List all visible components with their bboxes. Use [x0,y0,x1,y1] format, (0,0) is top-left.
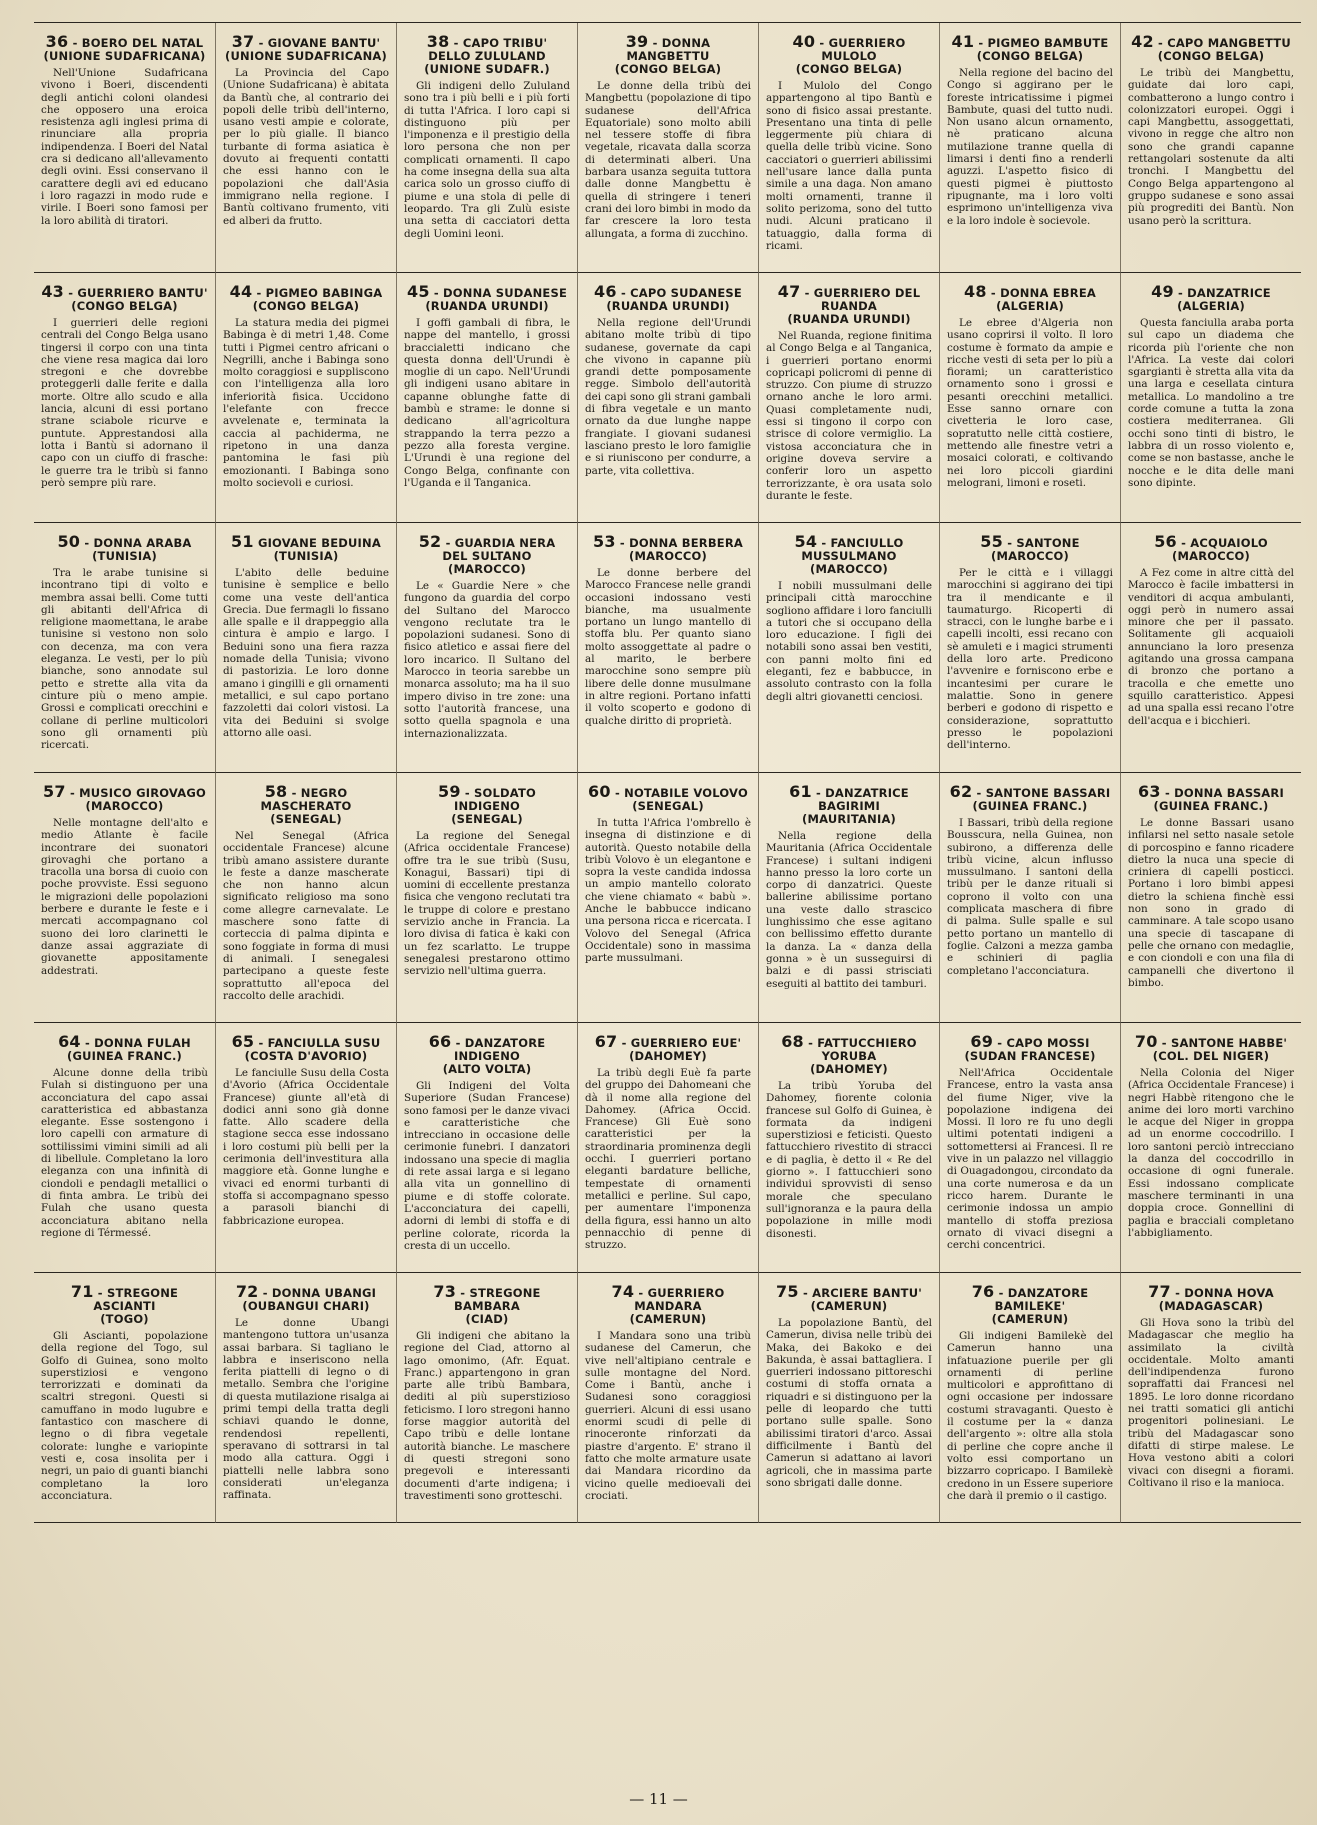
entry-title: - PIGMEO BAMBUTE [978,36,1109,50]
entry-heading [223,282,389,313]
entry-text: Gli indigeni Bamilekè del Camerun hanno una infatuazione puerile per gli ornamenti di perline multicolori e approfittano di ogni occasione per indossare costumi stravaganti. Questo è il costume per la « danza dell'argento »: oltre alla stola di perline che copre anche il volto essi comportano un bizzarro copricapo. I Bamilekè credono in un Essere superiore che darà il premio o il castigo. [947,1330,1113,1502]
entry-text: Nell'Africa Occidentale Francese, entro la vasta ansa del fiume Niger, vive la popolazione indigena dei Mossi. Il loro re fu uno degli ultimi potentati indigeni a sottomettersi ai Francesi. Il re vive in un palazzo nel villaggio di Ouagadongou, circondato da una corte numerosa e da un ricco harem. Durante le cerimonie indossa un ampio mantello di stoffa preziosa ornato di vivaci disegni a cerchi concentrici. [947,1067,1113,1252]
entry-region: (SUDAN FRANCESE) [964,1049,1096,1063]
entry-number: 61 [789,782,812,801]
entry-title: - NOTABILE VOLOVO [614,786,748,800]
entry-region: (GUINEA FRANC.) [972,799,1088,813]
entry-heading [947,1282,1113,1326]
entry-title: - SANTONE [1007,536,1080,550]
entry-heading [41,782,208,813]
entry-title: - FANCIULLA SUSU [258,1036,381,1050]
entry-text: Gli indigeni dello Zululand sono tra i più belli e i più forti di tutta l'Africa. I loro capi si distinguono più per l'imponenza e il prestigio della loro persona che non per complicati ornamenti. Il capo ha come insegna della sua alta carica solo un grosso ciuffo di piume e una stola di pelle di leopardo. Tra gli Zulù esiste una setta di cacciatori detta degli Uomini leoni. [404,80,570,240]
entry-title: - SANTONE HABBE' [1161,1036,1288,1050]
entry-76 [939,1273,1120,1523]
entry-number: 63 [1138,782,1161,801]
entry-title: GIOVANE BEDUINA [257,536,381,550]
entry-title: - STREGONE ASCIANTI [93,1286,179,1313]
entry-region: (CONGO BELGA) [614,62,722,76]
entry-73 [396,1273,577,1523]
entry-heading [223,1282,389,1313]
entry-44 [215,273,396,523]
entry-number: 42 [1131,32,1154,51]
entry-text: Alcune donne della tribù Fulah si distinguono per una acconciatura del capo assai caratteristica ed abbastanza elegante. Esse sostengono i loro capelli con armature di sottilissimi vimini simili ad ali di libellule. Completano la loro eleganza con una infinità di ciondoli e pendagli metallici o di finta ambra. Le tribù dei Fulah che usano questa acconciatura abitano nella regione di Térmessé. [41,1067,208,1239]
entry-number: 54 [794,532,818,551]
entry-number: 64 [58,1032,81,1051]
entry-text: I Mulolo del Congo appartengono al tipo Bantù e sono di fisico assai prestante. Presentano una tinta di pelle leggermente più chiara di quella delle tribù vicine. Sono cacciatori o guerrieri abilissimi nell'usare lance dalla punta simile a una daga. Non amano molti ornamenti, tranne il solito perizoma, sono del tutto nudi. Alcuni praticano il tatuaggio, dalla forma di ricami. [766,80,932,252]
entry-heading [41,1032,208,1063]
entry-region: (MAROCCO) [1172,549,1250,563]
entry-heading [766,1282,932,1313]
entry-heading [404,782,570,826]
entry-number: 69 [970,1032,994,1051]
entry-heading [766,282,932,326]
entry-text: Gli Ascianti, popolazione della regione del Togo, sul Golfo di Guinea, sono molto superstiziosi e vengono terrorizzati e dominati da scaltri stregoni. Questi si camuffano in modo lugubre e fantastico con maschere di legno o di fibra vegetale colorate: lunghe e variopinte vesti e, cosa insolita per i negri, un paio di guanti bianchi completano la loro acconciatura. [41,1330,208,1502]
entry-heading [41,282,208,313]
entry-text: I Mandara sono una tribù sudanese del Camerun, che vive nell'altipiano centrale e sulle montagne del Nord. Come i Bantù, anche i Sudanesi sono coraggiosi guerrieri. Alcuni di essi usano enormi scudi di pelle di rinoceronte rinforzati da piastre d'argento. E' strano il fatto che molte armature usate dai Mandara ricordino da vicino quelle medioevali dei crociati. [585,1330,751,1502]
entry-number: 71 [70,1282,94,1301]
entry-heading [585,532,751,563]
entry-56 [1120,523,1301,773]
entry-title: - DONNA EBREA [990,286,1096,300]
entry-region: (CONGO BELGA) [976,49,1084,63]
entry-63 [1120,773,1301,1023]
entry-number: 75 [776,1282,799,1301]
entry-heading [1128,1282,1294,1313]
entry-region: (MAROCCO) [810,562,888,576]
entry-heading [947,532,1113,563]
entry-title: - STREGONE BAMBARA [454,1286,541,1313]
entries-grid [34,22,1301,1523]
entry-text: La statura media dei pigmei Babinga è di metri 1,48. Come tutti i Pigmei centro africani o Negrilli, anche i Babinga sono molto coraggiosi e suppliscono con l'intelligenza alla loro inferiorità fisica. Uccidono l'elefante con frecce avvelenate e, terminata la caccia al pachiderma, ne ripetono in una danza pantomina le fasi più emozionanti. I Babinga sono molto socievoli e curiosi. [223,317,389,489]
entry-51 [215,523,396,773]
entry-number: 49 [1151,282,1174,301]
entry-heading [223,1032,389,1063]
entry-text: Gli Hova sono la tribù del Madagascar che meglio ha assimilato la civiltà occidentale. Molto amanti dell'indipendenza furono sopraffatti dai Francesi nel 1895. Le loro donne ricordano nei tratti somatici gli antichi progenitori polinesiani. Le tribù del Madagascar sono difatti di stirpe malese. Le Hova vestono abiti a colori vivaci con disegni a fiorami. Coltivano il riso e la manioca. [1128,1317,1294,1489]
entry-region: (ALGERIA) [1177,299,1245,313]
entry-region: (MAROCCO) [991,549,1069,563]
entry-title: - FANCIULLO MUSSULMANO [801,536,904,563]
entry-title: - MUSICO GIROVAGO [69,786,206,800]
entry-number: 52 [418,532,442,551]
entry-title: - CAPO MANGBETTU [1158,36,1291,50]
entry-text: Per le città e i villaggi marocchini si aggirano dei tipi tra il mendicante e il taumaturgo. Ricoperti di stracci, con le lunghe barbe e i capelli incolti, essi recano con sè amuleti e i magici strumenti della loro arte. Predicono l'avvenire e forniscono erbe e incantesimi per curare le malattie. Sono in genere berberi e godono di rispetto e considerazione, soprattutto presso le popolazioni dell'interno. [947,567,1113,752]
entry-heading [41,32,208,63]
entry-title: - NEGRO MASCHERATO [260,786,352,813]
entry-number: 72 [235,1282,259,1301]
entry-region: (TUNISIA) [92,549,157,563]
entry-title: - ACQUAIOLO [1181,536,1268,550]
entry-region: (TOGO) [100,1312,149,1326]
entry-heading [404,32,570,76]
entry-region: (CONGO BELGA) [1157,49,1265,63]
entry-number: 67 [594,1032,618,1051]
entry-heading [766,1032,932,1076]
entry-40 [758,23,939,273]
entry-title: - SANTONE BASSARI [976,786,1111,800]
entry-title: - DANZATRICE [1178,286,1271,300]
entry-41 [939,23,1120,273]
entry-45 [396,273,577,523]
entry-title: - GUERRIERO DEL RUANDA [804,286,921,313]
entry-text: La regione del Senegal (Africa occidentale Francese) offre tra le sue tribù (Susu, Konagui, Bassari) tipi di uomini di eccellente prestanza fisica che vengono reclutati tra le truppe di colore e prestano servizio anche in Francia. La loro divisa di fatica è kaki con un fez scarlatto. Le truppe senegalesi prestarono ottimo servizio nell'ultima guerra. [404,830,570,978]
entry-title: - DANZATRICE BAGIRIMI [816,786,909,813]
entry-number: 73 [433,1282,457,1301]
entry-heading [404,532,570,576]
entry-77 [1120,1273,1301,1523]
entry-text: Nella regione del bacino del Congo si aggirano per le foreste intricatissime i pigmei Bambute, quasi del tutto nudi. Non usano alcun ornamento, nè praticano alcuna mutilazione tranne quella di limarsi i denti fino a renderli aguzzi. L'aspetto fisico di questi pigmei è piuttosto ripugnante, ma i loro volti esprimono un'intelligenza viva e la loro indole è socievole. [947,67,1113,227]
entry-heading [585,782,751,813]
entry-number: 57 [43,782,66,801]
entry-title: - DONNA SUDANESE [433,286,568,300]
entry-region: (CONGO BELGA) [71,299,178,313]
entry-region: (CONGO BELGA) [252,299,360,313]
entry-number: 53 [593,532,616,551]
entry-62 [939,773,1120,1023]
entry-38 [396,23,577,273]
entry-heading [947,282,1113,313]
entry-52 [396,523,577,773]
entry-region: (CAMERUN) [991,1312,1069,1326]
entry-title: - DONNA FULAH [84,1036,191,1050]
entry-region: (MAROCCO) [448,562,526,576]
entry-region: (DAHOMEY) [810,1062,888,1076]
entry-number: 44 [229,282,253,301]
entry-title: - CAPO MOSSI [997,1036,1090,1050]
entry-heading [1128,32,1294,63]
entry-text: Nella Colonia del Niger (Africa Occidentale Francese) i negri Habbè ritengono che le anime dei loro morti varchino le acque del Niger in groppa ad un enorme coccodrillo. I loro santoni perciò intrecciano la danza del coccodrillo in occasione di ogni funerale. Essi indossano complicate maschere terminanti in una doppia croce. Gonnellini di paglia e bracciali completano l'abbigliamento. [1128,1067,1294,1239]
entry-region: (ALGERIA) [996,299,1064,313]
entry-region: (UNIONE SUDAFRICANA) [43,49,206,63]
entry-text: I Bassari, tribù della regione Bousscura, nella Guinea, non subirono, a differenza delle tribù vicine, alcun influsso mussulmano. I santoni della tribù per le danze rituali si coprono il volto con una complicata maschera di fibre di palma. Sulle spalle e sul petto portano un mantello di foglie. Calzoni a mezza gamba e schinieri di paglia completano l'acconciatura. [947,817,1113,977]
entry-text: Le donne della tribù dei Mangbettu (popolazione di tipo sudanese dell'Africa Equatoriale) sono molto abili nel tessere stoffe di fibra vegetale, ricavata dalla scorza di determinati alberi. Una barbara usanza seguita tuttora dalle donne Mangbettu è quella di stringere i teneri crani dei loro bimbi in modo da far crescere la loro testa allungata, a forma di zucchino. [585,80,751,240]
entry-text: La Provincia del Capo (Unione Sudafricana) è abitata da Bantù che, al contrario dei popoli delle tribù dell'interno, usano vesti ampie e colorate, per lo più gialle. Il bianco turbante di forma asiatica è dovuto ai frequenti contatti che essi hanno con le popolazioni che dall'Asia immigrano nella regione. I Bantù coltivano frumento, viti ed alberi da frutto. [223,67,389,227]
entry-region: (GUINEA FRANC.) [1153,799,1269,813]
entry-title: - GUERRIERO MANDARA [634,1286,725,1313]
entry-region: (RUANDA URUNDI) [787,312,911,326]
entry-title: - DANZATORE INDIGENO [453,1036,546,1063]
entry-heading [585,282,751,313]
entry-region: (SENEGAL) [451,812,523,826]
entry-text: In tutta l'Africa l'ombrello è insegna di distinzione e di autorità. Questo notabile della tribù Volovo è un elegantone e sopra la veste candida indossa un ampio mantello colorato che viene chiamato « babù ». Anche le babbucce indicano una persona ricca e ricercata. I Volovo del Senegal (Africa Occidentale) sono in massima parte mussulmani. [585,817,751,965]
entry-heading [404,1032,570,1076]
entry-71 [34,1273,215,1523]
entry-region: (COL. DEL NIGER) [1152,1049,1270,1063]
entry-region: (CIAD) [465,1312,509,1326]
entry-46 [577,273,758,523]
entry-region: (CONGO BELGA) [795,62,903,76]
entry-number: 59 [437,782,461,801]
entry-number: 38 [426,32,450,51]
entry-43 [34,273,215,523]
entry-number: 43 [41,282,64,301]
entry-36 [34,23,215,273]
entry-text: Le ebree d'Algeria non usano coprirsi il volto. Il loro costume è formato da ampie e ricche vesti di seta per lo più a fiorami; un caratteristico ornamento sono i grossi e pesanti orecchini metallici. Esse sanno ornare con civetteria le loro case, sopratutto nelle città costiere, mettendo alle finestre vetri a mosaici colorati, e coltivando nei loro piccoli giardini melograni, limoni e roseti. [947,317,1113,489]
entry-text: Le donne Bassari usano infilarsi nel setto nasale setole di porcospino e fanno ricadere dietro la nuca una specie di criniera di capelli posticci. Portano i loro bimbi appesi dietro la schiena finchè essi non sono in grado di camminare. A tale scopo usano una specie di tascapane di pelle che ornano con medaglie, e con ciondoli e con una fila di campanelli che divertono il bimbo. [1128,817,1294,989]
entry-number: 55 [980,532,1003,551]
entry-68 [758,1023,939,1273]
entry-number: 77 [1148,1282,1171,1301]
entry-heading [947,32,1113,63]
entry-number: 51 [231,532,254,551]
entry-number: 36 [45,32,69,51]
entry-heading [1128,532,1294,563]
entry-region: (MAROCCO) [85,799,164,813]
entry-text: I guerrieri delle regioni centrali del Congo Belga usano tingersi il corpo con una tinta che viene resa magica dai loro stregoni e che dovrebbe proteggerli dalle ferite e dalla morte. Oltre allo scudo e alla lancia, alcuni di essi portano strane sciabole ricurve e puntute. Apprestandosi alla lotta i Bantù si adornano il capo con un ciuffo di frasche: le guerre tra le tribù si fanno però sempre più rare. [41,317,208,489]
entry-37 [215,23,396,273]
entry-58 [215,773,396,1023]
entry-number: 40 [792,32,816,51]
entry-65 [215,1023,396,1273]
entry-heading [223,32,389,63]
entry-title: - DONNA MANGBETTU [626,36,711,63]
entry-title: - GIOVANE BANTU' [258,36,381,50]
entry-47 [758,273,939,523]
entry-region: (CAMERUN) [810,1299,888,1313]
entry-text: Le « Guardie Nere » che fungono da guardia del corpo del Sultano del Marocco vengono reclutate tra le popolazioni sudanesi. Sono di fisico atletico e assai fiere del loro incarico. Il Sultano del Marocco in teoria sarebbe un monarca assoluto; ma ha il suo impero diviso in tre zone: una sotto l'autorità francese, una sotto quella spagnola e una internazionalizzata. [404,580,570,740]
entry-text: L'abito delle beduine tunisine è semplice e bello come una veste dell'antica Grecia. Due fermagli lo fissano alle spalle e il drappeggio alla cintura è ampio e largo. I Beduini sono una fiera razza nomade della Tunisia; vivono di pastorizia. Le loro donne amano i gingilli e gli ornamenti metallici, e sul capo portano fazzoletti dai colori vistosi. La vita dei Beduini si svolge attorno alle oasi. [223,567,389,739]
entry-number: 47 [777,282,801,301]
entry-region: (UNIONE SUDAFRICANA) [225,49,387,63]
entry-number: 46 [594,282,617,301]
entry-region: (TUNISIA) [273,549,339,563]
entry-70 [1120,1023,1301,1273]
entry-heading [947,782,1113,813]
entry-text: A Fez come in altre città del Marocco è facile imbattersi in venditori di acqua ambulanti, oggi però in numero assai minore che per il passato. Solitamente gli acquaioli annunciano la loro presenza agitando una grossa campana di bronzo che portano a tracolla e che emette uno squillo caratteristico. Appesi ad una spalla essi recano l'otre dell'acqua e i bicchieri. [1128,567,1294,727]
entry-title: - FATTUCCHIERO YORUBA [808,1036,917,1063]
entry-heading [1128,282,1294,313]
entry-text: Nella regione della Mauritania (Africa Occidentale Francese) i sultani indigeni hanno presso la loro corte un corpo di danzatrici. Queste ballerine abilissime portano una veste dallo strascico lunghissimo che esse agitano con bellissimo effetto durante la danza. La « danza della gonna » è un susseguirsi di balzi e di passi strisciati eseguiti al battito dei tamburi. [766,830,932,990]
entry-heading [947,1032,1113,1063]
entry-heading [1128,1032,1294,1063]
entry-number: 41 [951,32,975,51]
entry-text: Questa fanciulla araba porta sul capo un diadema che ricorda più l'oriente che non l'Africa. La veste dai colori sgargianti è stretta alla vita da una larga e cesellata cintura metallica. Lo mandolino a tre corde comune a tutta la zona costiera mediterranea. Gli occhi sono tinti di bistro, le labbra di un rosso violento e, come se non bastasse, anche le nocche e le dita delle mani sono dipinte. [1128,317,1294,489]
entry-number: 50 [57,532,81,551]
entry-number: 60 [588,782,611,801]
entry-text: Nell'Unione Sudafricana vivono i Boeri, discendenti degli antichi coloni olandesi che opposero una eroica resistenza agli inglesi prima di rinunciare alla propria indipendenza. I Boeri del Natal cra si dedicano all'allevamento degli ovini. Essi conservano il carattere degli avi ed educano i loro ragazzi in modo rude e virile. I Boeri sono famosi per la loro abilità di tiratori. [41,67,208,227]
entry-number: 58 [264,782,288,801]
entry-49 [1120,273,1301,523]
entry-heading [223,782,389,826]
entry-text: Nelle montagne dell'alto e medio Atlante è facile incontrare dei suonatori girovaghi che portano a tracolla una borsa di cuoio con poche provviste. Essi seguono le migrazioni delle popolazioni berbere e durante le feste e i mercati accompagnano col suono dei loro clarinetti le danze assai aggraziate di giovanette appositamente addestrati. [41,817,208,977]
entry-66 [396,1023,577,1273]
entry-text: Le donne Ubangi mantengono tuttora un'usanza assai barbara. Si tagliano le labbra e inseriscono nella ferita piattelli di legno o di metallo. Sembra che l'origine di questa mutilazione risalga ai primi tempi della tratta degli schiavi quando le donne, rendendosi repellenti, speravano di sottrarsi in tal modo alla cattura. Oggi i piattelli nelle labbra sono considerati un'eleganza raffinata. [223,1317,389,1502]
entry-number: 62 [949,782,973,801]
entry-number: 56 [1154,532,1177,551]
entry-text: La tribù Yoruba del Dahomey, fiorente colonia francese sul Golfo di Guinea, è formata da indigeni superstiziosi e feticisti. Questo fattucchiero rivestito di stracci e di paglia, è detto il « Re del giorno ». I fattucchieri sono individui sprovvisti di senso morale che speculano sull'ignoranza e la paura della popolazione in mille modi disonesti. [766,1080,932,1240]
entry-title: - CAPO SUDANESE [620,286,742,300]
entry-title: - DONNA HOVA [1175,1286,1274,1300]
entry-50 [34,523,215,773]
entry-title: - PIGMEO BABINGA [256,286,383,300]
entry-59 [396,773,577,1023]
entry-heading [585,1282,751,1326]
entry-text: Gli indigeni che abitano la regione del Ciad, attorno al lago omonimo, (Afr. Equat. Franc.) appartengono in gran parte alle tribù Bambara, dediti al più superstizioso feticismo. I loro stregoni hanno forse maggior autorità del Capo tribù e delle lontane autorità bianche. Le maschere di questi stregoni sono pregevoli e interessanti documenti d'arte indigena; i travestimenti sono grotteschi. [404,1330,570,1502]
entry-number: 45 [406,282,430,301]
entry-42 [1120,23,1301,273]
entry-region: (COSTA D'AVORIO) [244,1049,368,1063]
entry-text: Gli Indigeni del Volta Superiore (Sudan Francese) sono famosi per le danze vivaci e caratteristiche che intrecciano in occasione delle cerimonie funebri. I danzatori indossano una specie di maglia di rete assai larga e si legano alla vita un gonnellino di piume e di stoffe colorate. L'acconciatura dei capelli, adorni di lembi di stoffa e di perline colorate, ricorda la cresta di un uccello. [404,1080,570,1252]
entry-number: 74 [611,1282,635,1301]
entry-title: - GUERRIERO BANTU' [68,286,208,300]
entry-title: - GUERRIERO MULOLO [819,36,906,63]
entry-title: - DANZATORE BAMILEKE' [994,1286,1089,1313]
entry-75 [758,1273,939,1523]
entry-region: (RUANDA URUNDI) [606,299,730,313]
entry-heading [404,282,570,313]
entry-text: La tribù degli Euè fa parte del gruppo dei Dahomeani che dà il nome alla regione del Dahomey. (Africa Occid. Francese) Gli Euè sono caratteristici per la straordinaria prominenza degli occhi. I guerrieri portano eleganti bardature belliche, tempestate di ornamenti metallici e perline. Sul capo, per aumentare l'imponenza della figura, essi hanno un alto pennacchio di penne di struzzo. [585,1067,751,1252]
entry-48 [939,273,1120,523]
entry-60 [577,773,758,1023]
entry-61 [758,773,939,1023]
entry-69 [939,1023,1120,1273]
entry-number: 76 [971,1282,995,1301]
entry-region: (MAROCCO) [629,549,707,563]
entry-title: - ARCIERE BANTU' [802,1286,922,1300]
entry-region: (OUBANGUI CHARI) [242,1299,370,1313]
page-number: — 11 — [629,1790,688,1808]
entry-region: (GUINEA FRANC.) [67,1049,182,1063]
entry-region: (DAHOMEY) [629,1049,707,1063]
entry-heading [766,532,932,576]
entry-number: 70 [1134,1032,1158,1051]
entry-heading [585,32,751,76]
entry-region: (RUANDA URUNDI) [425,299,549,313]
entry-region: (MADAGASCAR) [1158,1299,1264,1313]
entry-region: (CAMERUN) [629,1312,707,1326]
entry-number: 39 [625,32,649,51]
entry-text: Le tribù dei Mangbettu, guidate dai loro capi, combatterono a lungo contro i colonizzatori europei. Oggi i capi Mangbettu, assoggettati, vivono in regge che altro non sono che grandi capanne rettangolari sostenute da alti tronchi. I Mangbettu del Congo Belga appartengono al gruppo sudanese e sono assai più progrediti dei Bantù. Non usano però la scrittura. [1128,67,1294,227]
entry-title: - DONNA BERBERA [619,536,743,550]
entry-54 [758,523,939,773]
entry-text: I nobili mussulmani delle principali città marocchine sogliono affidare i loro fanciulli a tutori che si occupano della loro educazione. I figli dei notabili sono assai ben vestiti, con panni molto fini ed eleganti, fez e babbucce, in assoluto contrasto con la folla degli altri giovanetti cenciosi. [766,580,932,703]
entry-39 [577,23,758,273]
entry-53 [577,523,758,773]
entry-region: (MAURITANIA) [801,812,897,826]
entry-title: - DONNA BASSARI [1164,786,1284,800]
entry-region: (SENEGAL) [632,799,704,813]
entry-number: 68 [781,1032,804,1051]
entry-text: Nel Ruanda, regione finitima al Congo Belga e al Tanganica, i guerrieri portano enormi copricapi policromi di penne di struzzo. Con piume di struzzo ornano anche le loro armi. Quasi completamente nudi, essi si tingono il corpo con strisce di colore vermiglio. La vistosa acconciatura che in origine doveva servire a conferir loro un aspetto terrorizzante, è ora usata solo durante le feste. [766,330,932,502]
entry-heading [404,1282,570,1326]
entry-number: 65 [231,1032,255,1051]
entry-title: - SOLDATO INDIGENO [453,786,537,813]
entry-title: - BOERO DEL NATAL [72,36,204,50]
entry-text: La popolazione Bantù, del Camerun, divisa nelle tribù dei Maka, dei Bakoko e dei Bakunda, è assai battagliera. I guerrieri indossano pittoreschi costumi di stoffa ornata a riquadri e si distinguono per la pelle di leopardo che tutti portano sulle spalle. Sono abilissimi tiratori d'arco. Assai difficilmente i Bantù del Camerun si adattano ai lavori agricoli, che in massima parte sono sbrigati dalle donne. [766,1317,932,1489]
entry-72 [215,1273,396,1523]
entry-heading [223,532,389,563]
entry-title: - CAPO TRIBU' DELLO ZULULAND [428,36,548,63]
entry-67 [577,1023,758,1273]
entry-number: 48 [964,282,987,301]
entry-region: (UNIONE SUDAFR.) [424,62,550,76]
entry-57 [34,773,215,1023]
entry-region: (SENEGAL) [270,812,342,826]
entry-title: - DONNA UBANGI [262,1286,377,1300]
entry-55 [939,523,1120,773]
entry-title: - GUERRIERO EUE' [621,1036,742,1050]
entry-heading [766,782,932,826]
entry-text: Tra le arabe tunisine si incontrano tipi di volto e membra assai belli. Come tutti gli abitanti dell'Africa di religione maomettana, le arabe tunisine si vestono non solo con decenza, ma con vera eleganza. Le vesti, per lo più bianche, sono annodate sul petto e strette alla vita da cinture più o meno ampie. Grossi e complicati orecchini e collane di perline multicolori sono gli ornamenti più ricercati. [41,567,208,752]
entry-number: 37 [231,32,255,51]
entry-heading [1128,782,1294,813]
entry-title: - DONNA ARABA [84,536,192,550]
entry-number: 66 [428,1032,452,1051]
entry-heading [41,1282,208,1326]
entry-heading [41,532,208,563]
entry-64 [34,1023,215,1273]
entry-region: (ALTO VOLTA) [442,1062,532,1076]
entry-text: Nella regione dell'Urundi abitano molte tribù di tipo sudanese, governate da capi che vivono in capanne più grandi dette pomposamente regge. Simbolo dell'autorità dei capi sono gli strani gambali di fibra vegetale e un manto ornato da due lunghe nappe frangiate. I giovani sudanesi lasciano presto le loro famiglie e si riuniscono per condurre, a parte, vita collettiva. [585,317,751,477]
entry-text: I goffi gambali di fibra, le nappe del mantello, i grossi braccialetti indicano che questa donna dell'Urundi è moglie di un capo. Nell'Urundi gli indigeni usano abitare in capanne oblunghe fatte di bambù e strame: le donne si dedicano all'agricoltura strappando la terra pezzo a pezzo alla foresta vergine. L'Urundi è una regione del Congo Belga, confinante con l'Uganda e il Tanganica. [404,317,570,489]
entry-text: Nel Senegal (Africa occidentale Francese) alcune tribù amano assistere durante le feste a danze mascherate che non hanno alcun significato religioso ma sono come allegre carnevalate. Le maschere sono fatte di corteccia di palma dipinta e sono foggiate in forma di musi di animali. I senegalesi partecipano a queste feste soprattutto all'epoca del raccolto delle arachidi. [223,830,389,1002]
entry-text: Le donne berbere del Marocco Francese nelle grandi occasioni indossano vesti bianche, ma usualmente portano un lungo mantello di stoffa blu. Per quanto siano molto assoggettate al padre o al marito, le berbere marocchine sono sempre più libere delle donne musulmane in altre regioni. Portano infatti il volto scoperto e godono di qualche diritto di proprietà. [585,567,751,727]
entry-text: Le fanciulle Susu della Costa d'Avorio (Africa Occidentale Francese) giunte all'età di dodici anni sono già donne fatte. Allo scadere della stagione secca esse indossano i loro costumi più belli per la cerimonia dell'investitura alla maggiore età. Gonne lunghe e vivaci ed enormi turbanti di stoffa si accompagnano spesso a parasoli bianchi di fabbricazione europea. [223,1067,389,1227]
entry-heading [585,1032,751,1063]
entry-title: - GUARDIA NERA DEL SULTANO [442,536,556,563]
entry-74 [577,1273,758,1523]
entry-heading [766,32,932,76]
